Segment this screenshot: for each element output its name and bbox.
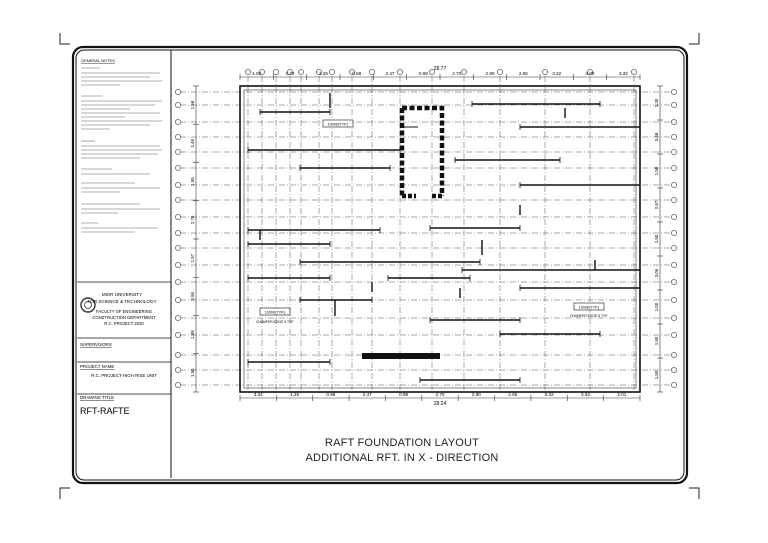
grid-bubble <box>542 69 547 74</box>
dimension-label: 1.50 <box>654 166 659 176</box>
grid-bubble <box>671 89 676 94</box>
grid-bubble <box>175 102 180 107</box>
crop-marks <box>60 33 699 499</box>
faculty-name: FACULTY OF ENGINEERING <box>96 309 152 314</box>
dimension-label: 1.50 <box>654 370 659 380</box>
grid-bubble <box>175 382 180 387</box>
grid-bubble <box>671 332 676 337</box>
dimension-label: 3.32 <box>544 392 554 397</box>
dimension-label: 2.90 <box>471 392 481 397</box>
dimension-label: 3.32 <box>552 71 562 76</box>
supervisors-label: SUPERVISORS <box>80 342 112 347</box>
grid-bubble <box>175 149 180 154</box>
grid-bubble <box>175 279 180 284</box>
grid-bubble <box>397 69 402 74</box>
grid-bubble <box>175 262 180 267</box>
shear-wall <box>362 353 440 359</box>
university-subtitle: FOR SCIENCE & TECHNOLOGY <box>87 299 157 304</box>
grid-bubble <box>175 165 180 170</box>
grid-bubble <box>175 197 180 202</box>
drawing-title-label: DRAWING TITLE <box>80 395 115 400</box>
grid-bubble <box>671 279 676 284</box>
dimension-label: 1.50 <box>190 368 195 378</box>
dimension-label: 1.88 <box>190 330 195 339</box>
dimension-label: 3.96 <box>190 292 195 301</box>
dimension-label: 2.70 <box>435 392 445 397</box>
dimension-label: 1.00 <box>654 302 659 312</box>
bottom-dimensions <box>240 392 640 401</box>
dimension-label: 2.47 <box>362 392 372 397</box>
grid-bubble <box>671 197 676 202</box>
dimension-label: 3.34 <box>253 392 263 397</box>
grid-bubble <box>175 352 180 357</box>
drawing-title-line2: ADDITIONAL RFT. IN X - DIRECTION <box>305 452 499 464</box>
dimension-label: 2.90 <box>485 71 495 76</box>
grid-bubble <box>175 367 180 372</box>
grid-bubble <box>175 182 180 187</box>
grid-bubble <box>671 297 676 302</box>
department-name: CONSTRUCTION DEPARTMENT <box>92 315 156 320</box>
dimension-label: 2.01 <box>617 392 627 397</box>
left-dimensions <box>190 86 199 392</box>
dimension-label: 1.28 <box>318 71 328 76</box>
dimension-label: 1.55 <box>190 177 195 186</box>
dimension-label: 1.50 <box>654 234 659 244</box>
grid-bubble <box>671 352 676 357</box>
university-name: MISR UNIVERSITY <box>101 292 143 297</box>
grid-bubble <box>175 297 180 302</box>
title-block <box>77 50 171 478</box>
dimension-label: 0.98 <box>352 71 362 76</box>
dimension-label: 2.70 <box>452 71 462 76</box>
dimension-label: 0.99 <box>399 392 409 397</box>
dimension-label: 2.76 <box>190 215 195 225</box>
grid-bubble <box>671 245 676 250</box>
grid-bubble <box>671 182 676 187</box>
dimension-label: 1.57 <box>190 253 195 263</box>
grid-bubble <box>671 214 676 219</box>
grid-bubble <box>671 119 676 124</box>
tag-left: 1000D(TYP.) <box>264 310 286 315</box>
dimension-label: 0.99 <box>418 71 428 76</box>
grid-bubble <box>461 69 466 74</box>
grid-bubble <box>175 134 180 139</box>
tag-right-sub: CHAMFER EDGE 5 TYP. <box>569 314 609 318</box>
grid-bubble <box>671 102 676 107</box>
project-name-value: R.C. PROJECT-HIGH RISE UNIT <box>91 373 157 378</box>
dimension-label: 2.79 <box>285 71 295 76</box>
grid-bubble <box>245 69 250 74</box>
general-notes-lines <box>81 68 162 232</box>
grid-bubble <box>671 367 676 372</box>
general-notes-heading: GENERAL NOTES <box>81 58 115 63</box>
right-dimensions <box>654 86 663 392</box>
grid-bubble <box>329 69 334 74</box>
dimension-label: 1.00 <box>252 71 262 76</box>
grid-bubble <box>671 134 676 139</box>
dimension-label: 3.06 <box>654 268 659 278</box>
dimension-label: 3.48 <box>190 139 195 148</box>
grid-bubble <box>175 119 180 124</box>
overall-dimension-top: 28.77 <box>433 66 447 72</box>
raft-plan <box>175 66 676 407</box>
dimension-label: 1.28 <box>290 392 300 397</box>
axis-grid <box>175 69 676 394</box>
grid-bubble <box>298 69 303 74</box>
dimension-label: 2.65 <box>508 392 518 397</box>
grid-bubble <box>671 149 676 154</box>
tag-left-sub: CHAMFER EDGE 5 TYP. <box>255 320 295 324</box>
overall-dimension-bottom: 28.24 <box>433 401 447 407</box>
drawing-title-line1: RAFT FOUNDATION LAYOUT <box>324 437 480 449</box>
dimension-label: 1.80 <box>654 336 659 346</box>
dimension-label: 2.47 <box>385 71 395 76</box>
dimension-label: 1.30 <box>654 98 659 108</box>
grid-bubble <box>175 214 180 219</box>
dimension-label: 3.32 <box>618 71 628 76</box>
dimension-label: 1.58 <box>190 100 195 110</box>
grid-bubble <box>175 332 180 337</box>
drawing-title-value: RFT-RAFTE <box>80 406 130 416</box>
grid-bubble <box>671 262 676 267</box>
grid-bubble <box>671 382 676 387</box>
grid-bubble <box>175 315 180 320</box>
grid-bubble <box>175 230 180 235</box>
grid-bubble <box>671 165 676 170</box>
dimension-label: 0.98 <box>326 392 336 397</box>
grid-bubble <box>671 315 676 320</box>
grid-bubble <box>497 69 502 74</box>
project-code: R.C. PROJECT 2020 <box>104 321 144 326</box>
dimension-label: 2.65 <box>518 71 528 76</box>
tag-top: 1000D(TYP.) <box>327 122 349 127</box>
raft-outline-inner <box>244 90 636 388</box>
tag-right: 1000D(TYP.) <box>578 305 600 310</box>
dimension-label: 2.87 <box>654 200 659 210</box>
grid-bubble <box>175 89 180 94</box>
project-name-label: PROJECT NAME <box>80 364 115 369</box>
dimension-label: 3.48 <box>654 132 659 142</box>
dimension-label: 3.32 <box>580 392 590 397</box>
grid-bubble <box>369 69 374 74</box>
grid-bubble <box>273 69 278 74</box>
grid-bubble <box>671 230 676 235</box>
dimension-label: 3.08 <box>585 71 595 76</box>
grid-bubble <box>631 69 636 74</box>
grid-bubble <box>175 245 180 250</box>
